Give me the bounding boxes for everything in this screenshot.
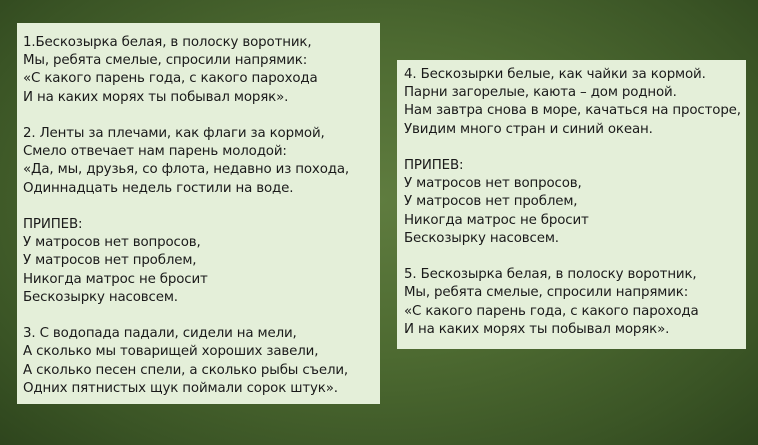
verse-4 — [404, 66, 746, 139]
verse-3 — [23, 325, 380, 398]
verse-2 — [23, 125, 380, 198]
lyric-line: 2. Ленты за плечами, как флаги за кормой, — [23, 126, 325, 141]
lyric-line: У матросов нет проблем, — [23, 253, 197, 269]
lyric-line: «С какого парень года, с какого парохода — [404, 303, 699, 319]
lyric-line: «Да, мы, друзья, со флота, недавно из похода, — [23, 162, 350, 178]
lyric-line: И на каких морях ты побывал моряк». — [404, 321, 670, 337]
lyric-line: А сколько песен спели, а сколько рыбы съели, — [23, 362, 349, 378]
lyric-line: 3. С водопада падали, сидели на мели, — [23, 326, 297, 342]
lyric-line: А сколько мы товарищей хороших завели, — [23, 344, 319, 360]
lyric-line: 4. Бескозырки белые, как чайки за кормой. — [404, 67, 706, 82]
lyric-line: «С какого парень года, с какого парохода — [23, 71, 318, 87]
lyric-line: Нам завтра снова в море, качаться на просторе, — [404, 103, 741, 119]
chorus-heading: ПРИПЕВ: — [23, 217, 83, 232]
lyric-line: Увидим много стран и синий океан. — [404, 121, 653, 137]
verse-5 — [404, 266, 746, 339]
lyric-line: Одних пятнистых щук поймали сорок штук». — [23, 380, 338, 396]
chorus — [23, 216, 380, 307]
lyric-line: Смело отвечает нам парень молодой: — [23, 144, 287, 160]
lyrics-panel-left — [17, 23, 380, 404]
lyric-line: Бескозырку насовсем. — [23, 289, 178, 305]
lyric-line: Никогда матрос не бросит — [404, 212, 589, 228]
lyric-line: И на каких морях ты побывал моряк». — [23, 89, 289, 105]
lyric-line: У матросов нет проблем, — [404, 194, 578, 210]
verse-1 — [23, 34, 380, 107]
lyric-line: Бескозырку насовсем. — [404, 230, 559, 246]
lyric-line: Мы, ребята смелые, спросили напрямик: — [23, 53, 308, 69]
lyric-line: У матросов нет вопросов, — [23, 235, 201, 251]
lyric-line: Никогда матрос не бросит — [23, 271, 208, 287]
lyric-line: Одиннадцать недель гостили на воде. — [23, 180, 294, 196]
chorus-heading: ПРИПЕВ: — [404, 158, 464, 173]
lyric-line: Парни загорелые, каюта – дом родной. — [404, 85, 677, 101]
lyric-line: У матросов нет вопросов, — [404, 176, 582, 192]
lyric-line: 1.Бескозырка белая, в полоску воротник, — [23, 35, 312, 50]
lyrics-panel-right — [397, 60, 746, 349]
chorus — [404, 157, 746, 248]
lyric-line: 5. Бескозырка белая, в полоску воротник, — [404, 267, 697, 283]
lyric-line: Мы, ребята смелые, спросили напрямик: — [404, 285, 689, 301]
